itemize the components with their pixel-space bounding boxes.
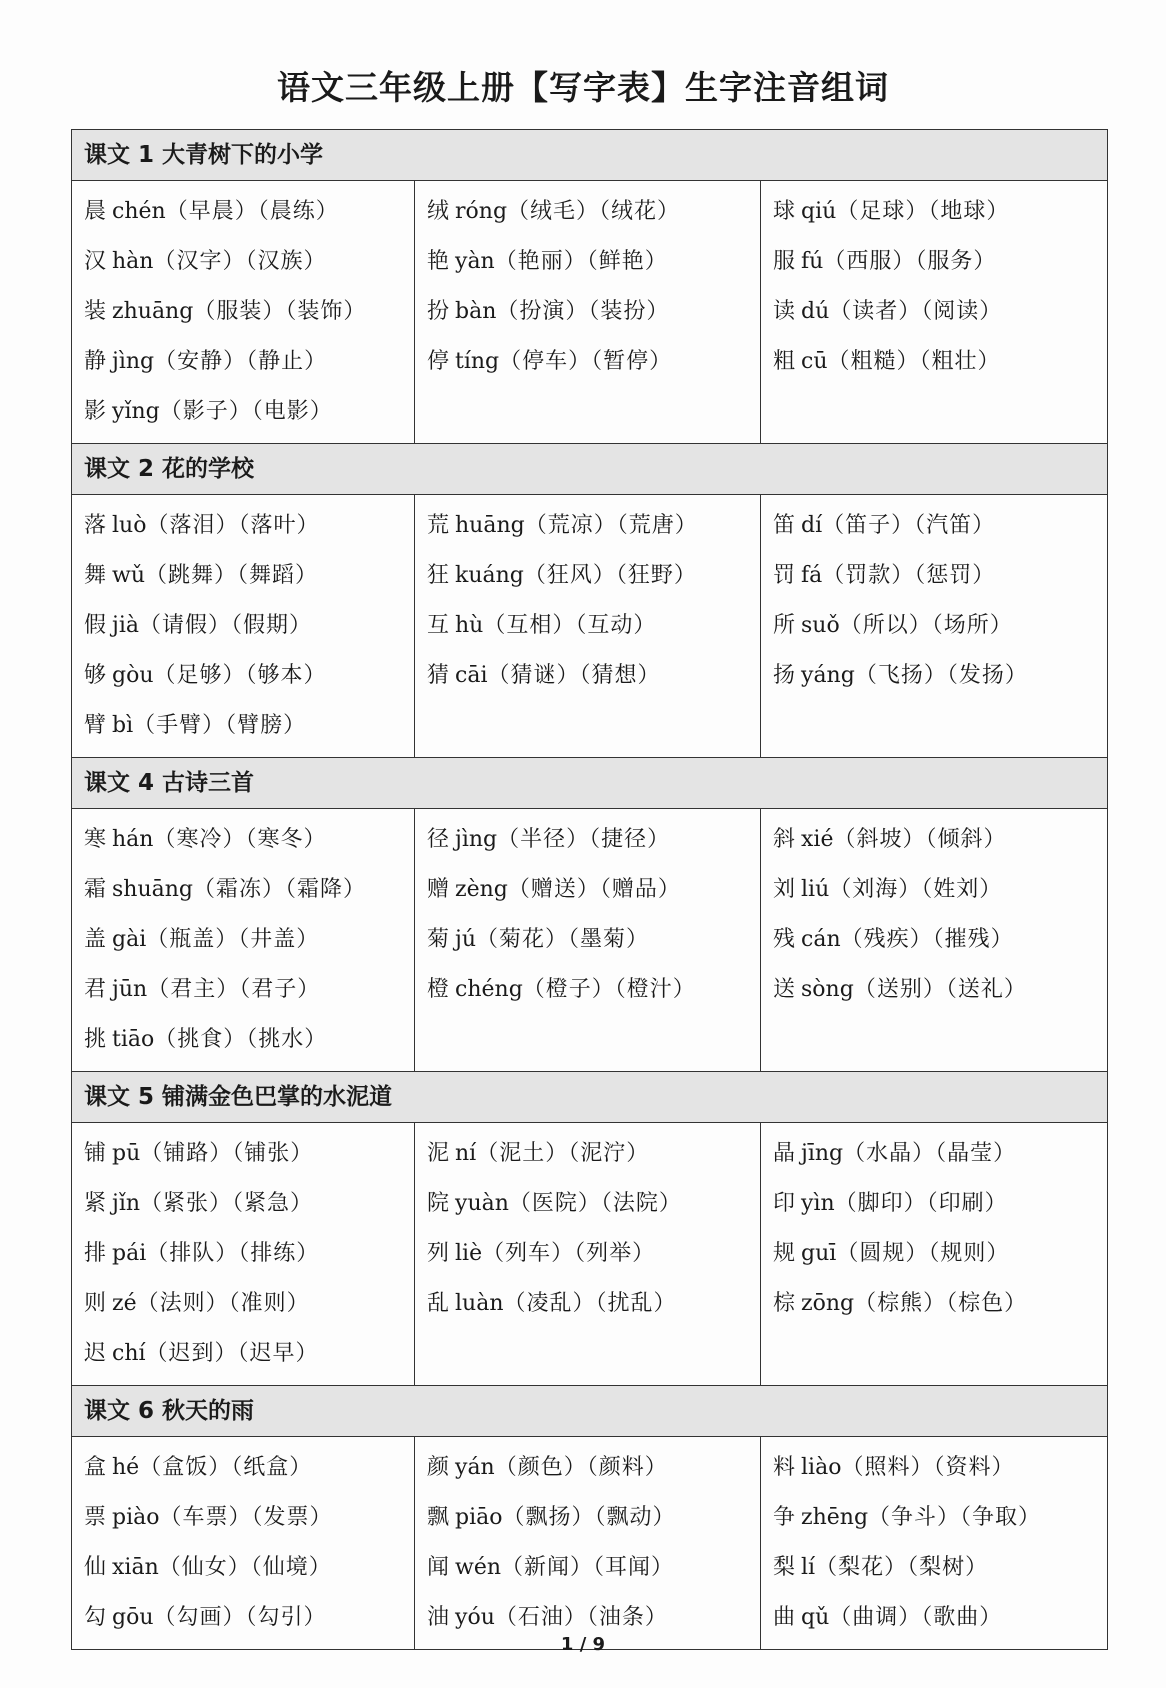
example-words: （石油）（油条） xyxy=(494,1605,668,1630)
word-entry xyxy=(773,337,1107,387)
character: 列 xyxy=(427,1241,450,1266)
word-column xyxy=(72,495,415,757)
character: 晶 xyxy=(773,1141,796,1166)
character: 所 xyxy=(773,613,796,638)
example-words: （盒饭）（纸盒） xyxy=(139,1455,313,1480)
pinyin: yàn xyxy=(455,249,495,274)
word-entry xyxy=(427,337,760,387)
word-column xyxy=(415,181,761,443)
example-words: （颜色）（颜料） xyxy=(494,1455,668,1480)
character: 晨 xyxy=(84,199,107,224)
word-entry xyxy=(427,1279,760,1329)
character: 够 xyxy=(84,663,107,688)
example-words: （瓶盖）（井盖） xyxy=(146,927,320,952)
example-words: （罚款）（惩罚） xyxy=(822,563,996,588)
character: 泥 xyxy=(427,1141,450,1166)
pinyin: dí xyxy=(801,513,823,538)
character: 紧 xyxy=(84,1191,107,1216)
character: 刘 xyxy=(773,877,796,902)
lesson-header: 课文 2 花的学校 xyxy=(72,443,1107,495)
word-entry xyxy=(84,601,414,651)
pinyin: hàn xyxy=(112,249,154,274)
character: 赠 xyxy=(427,877,450,902)
word-entry xyxy=(773,287,1107,337)
word-entry xyxy=(773,237,1107,287)
word-column xyxy=(761,495,1107,757)
character: 狂 xyxy=(427,563,450,588)
word-entry xyxy=(773,1179,1107,1229)
pinyin: zōng xyxy=(801,1291,855,1316)
lesson-section xyxy=(72,1071,1107,1385)
pinyin: liào xyxy=(801,1455,842,1480)
pinyin: yìn xyxy=(801,1191,835,1216)
example-words: （君主）（君子） xyxy=(147,977,321,1002)
character: 闻 xyxy=(427,1555,450,1580)
word-entry xyxy=(427,965,760,1015)
word-entry xyxy=(773,815,1107,865)
word-entry xyxy=(427,1229,760,1279)
character: 规 xyxy=(773,1241,796,1266)
example-words: （圆规）（规则） xyxy=(836,1241,1010,1266)
page-title: 语文三年级上册【写字表】生字注音组词 xyxy=(277,68,889,107)
example-words: （请假）（假期） xyxy=(139,613,313,638)
lesson-body xyxy=(72,1437,1107,1649)
example-words: （曲调）（歌曲） xyxy=(829,1605,1003,1630)
pinyin: gài xyxy=(112,927,147,952)
character: 笛 xyxy=(773,513,796,538)
character: 乱 xyxy=(427,1291,450,1316)
example-words: （脚印）（印刷） xyxy=(834,1191,1008,1216)
word-column xyxy=(415,495,761,757)
word-entry xyxy=(84,651,414,701)
word-entry xyxy=(773,1493,1107,1543)
pinyin: fá xyxy=(801,563,823,588)
example-words: （医院）（法院） xyxy=(508,1191,682,1216)
word-entry xyxy=(427,187,760,237)
pinyin: yán xyxy=(455,1455,495,1480)
word-entry xyxy=(773,501,1107,551)
example-words: （荒凉）（荒唐） xyxy=(524,513,698,538)
character: 送 xyxy=(773,977,796,1002)
page-number: 1 / 9 xyxy=(560,1634,606,1655)
character: 料 xyxy=(773,1455,796,1480)
lesson-header: 课文 6 秋天的雨 xyxy=(72,1385,1107,1437)
character: 荒 xyxy=(427,513,450,538)
word-entry xyxy=(773,601,1107,651)
pinyin: lí xyxy=(801,1555,816,1580)
pinyin: róng xyxy=(455,199,508,224)
example-words: （飞扬）（发扬） xyxy=(854,663,1028,688)
pinyin: yáng xyxy=(801,663,855,688)
pinyin: cū xyxy=(801,349,828,374)
example-words: （寒冷）（寒冬） xyxy=(153,827,327,852)
example-words: （法则）（准则） xyxy=(136,1291,310,1316)
pinyin: jǐn xyxy=(112,1191,141,1216)
pinyin: gōu xyxy=(112,1605,154,1630)
example-words: （刘海）（姓刘） xyxy=(829,877,1003,902)
character: 扮 xyxy=(427,299,450,324)
word-entry xyxy=(427,501,760,551)
example-words: （互相）（互动） xyxy=(483,613,657,638)
word-entry xyxy=(773,1543,1107,1593)
character: 印 xyxy=(773,1191,796,1216)
word-entry xyxy=(773,1229,1107,1279)
character: 读 xyxy=(773,299,796,324)
pinyin: chéng xyxy=(455,977,523,1002)
example-words: （跳舞）（舞蹈） xyxy=(145,563,319,588)
word-column xyxy=(72,1123,415,1385)
example-words: （扮演）（装扮） xyxy=(496,299,670,324)
example-words: （汉字）（汉族） xyxy=(153,249,327,274)
word-entry xyxy=(427,651,760,701)
example-words: （赠送）（赠品） xyxy=(507,877,681,902)
example-words: （绒毛）（绒花） xyxy=(507,199,681,224)
word-entry xyxy=(84,915,414,965)
example-words: （棕熊）（棕色） xyxy=(854,1291,1028,1316)
pinyin: jìng xyxy=(455,827,498,852)
example-words: （梨花）（梨树） xyxy=(815,1555,989,1580)
example-words: （影子）（电影） xyxy=(159,399,333,424)
example-words: （照料）（资料） xyxy=(841,1455,1015,1480)
character: 君 xyxy=(84,977,107,1002)
pinyin: tíng xyxy=(455,349,500,374)
character: 停 xyxy=(427,349,450,374)
word-entry xyxy=(427,237,760,287)
pinyin: hé xyxy=(112,1455,140,1480)
lesson-body xyxy=(72,495,1107,757)
example-words: （飘扬）（飘动） xyxy=(502,1505,676,1530)
pinyin: tiāo xyxy=(112,1027,155,1052)
example-words: （泥土）（泥泞） xyxy=(476,1141,650,1166)
example-words: （狂风）（狂野） xyxy=(523,563,697,588)
pinyin: kuáng xyxy=(455,563,524,588)
example-words: （仙女）（仙境） xyxy=(158,1555,332,1580)
example-words: （车票）（发票） xyxy=(159,1505,333,1530)
lesson-body xyxy=(72,181,1107,443)
word-entry xyxy=(773,915,1107,965)
word-entry xyxy=(427,1493,760,1543)
lesson-header: 课文 4 古诗三首 xyxy=(72,757,1107,809)
pinyin: piāo xyxy=(455,1505,503,1530)
word-entry xyxy=(84,501,414,551)
example-words: （霜冻）（霜降） xyxy=(193,877,367,902)
example-words: （列车）（列举） xyxy=(482,1241,656,1266)
example-words: （勾画）（勾引） xyxy=(153,1605,327,1630)
character: 争 xyxy=(773,1505,796,1530)
word-entry xyxy=(84,1443,414,1493)
character: 猜 xyxy=(427,663,450,688)
pinyin: gòu xyxy=(112,663,154,688)
word-entry xyxy=(84,1543,414,1593)
character: 排 xyxy=(84,1241,107,1266)
character: 霜 xyxy=(84,877,107,902)
lesson-header: 课文 1 大青树下的小学 xyxy=(72,130,1107,181)
pinyin: suǒ xyxy=(801,613,840,638)
pinyin: jīng xyxy=(801,1141,844,1166)
character: 盒 xyxy=(84,1455,107,1480)
word-entry xyxy=(84,701,414,751)
character: 迟 xyxy=(84,1341,107,1366)
example-words: （排队）（排练） xyxy=(146,1241,320,1266)
character: 票 xyxy=(84,1505,107,1530)
character: 汉 xyxy=(84,249,107,274)
word-entry xyxy=(84,1229,414,1279)
example-words: （紧张）（紧急） xyxy=(140,1191,314,1216)
lesson-body xyxy=(72,1123,1107,1385)
word-entry xyxy=(84,187,414,237)
pinyin: jià xyxy=(112,613,139,638)
example-words: （读者）（阅读） xyxy=(829,299,1003,324)
character: 曲 xyxy=(773,1605,796,1630)
pinyin: liè xyxy=(455,1241,483,1266)
pinyin: yóu xyxy=(455,1605,495,1630)
lesson-section xyxy=(72,443,1107,757)
pinyin: hán xyxy=(112,827,154,852)
pinyin: bì xyxy=(112,713,134,738)
character: 勾 xyxy=(84,1605,107,1630)
example-words: （艳丽）（鲜艳） xyxy=(494,249,668,274)
pinyin: bàn xyxy=(455,299,497,324)
pinyin: chí xyxy=(112,1341,146,1366)
pinyin: chén xyxy=(112,199,166,224)
word-entry xyxy=(84,237,414,287)
lesson-section xyxy=(72,757,1107,1071)
example-words: （挑食）（挑水） xyxy=(154,1027,328,1052)
pinyin: jú xyxy=(455,927,477,952)
pinyin: qiú xyxy=(801,199,837,224)
word-entry xyxy=(773,651,1107,701)
character: 飘 xyxy=(427,1505,450,1530)
example-words: （手臂）（臂膀） xyxy=(133,713,307,738)
example-words: （足球）（地球） xyxy=(836,199,1010,224)
example-words: （早晨）（晨练） xyxy=(165,199,339,224)
word-entry xyxy=(427,1179,760,1229)
word-entry xyxy=(84,551,414,601)
character: 铺 xyxy=(84,1141,107,1166)
character: 艳 xyxy=(427,249,450,274)
word-entry xyxy=(84,1179,414,1229)
lesson-body xyxy=(72,809,1107,1071)
pinyin: xié xyxy=(801,827,834,852)
word-entry xyxy=(773,865,1107,915)
character: 挑 xyxy=(84,1027,107,1052)
word-entry xyxy=(773,551,1107,601)
example-words: （服装）（装饰） xyxy=(193,299,367,324)
example-words: （停车）（暂停） xyxy=(499,349,673,374)
example-words: （凌乱）（扰乱） xyxy=(503,1291,677,1316)
lesson-section xyxy=(72,1385,1107,1649)
word-column xyxy=(72,1437,415,1649)
pinyin: dú xyxy=(801,299,830,324)
character: 罚 xyxy=(773,563,796,588)
word-column xyxy=(415,809,761,1071)
lesson-header: 课文 5 铺满金色巴掌的水泥道 xyxy=(72,1071,1107,1123)
pinyin: fú xyxy=(801,249,824,274)
character: 扬 xyxy=(773,663,796,688)
example-words: （笛子）（汽笛） xyxy=(822,513,996,538)
word-entry xyxy=(84,1015,414,1065)
character: 互 xyxy=(427,613,450,638)
character: 斜 xyxy=(773,827,796,852)
pinyin: piào xyxy=(112,1505,160,1530)
example-words: （安静）（静止） xyxy=(154,349,328,374)
pinyin: qǔ xyxy=(801,1605,830,1630)
character: 装 xyxy=(84,299,107,324)
pinyin: wǔ xyxy=(112,563,146,588)
pinyin: jūn xyxy=(112,977,148,1002)
character: 则 xyxy=(84,1291,107,1316)
character: 菊 xyxy=(427,927,450,952)
character: 粗 xyxy=(773,349,796,374)
example-words: （落泪）（落叶） xyxy=(146,513,320,538)
example-words: （铺路）（铺张） xyxy=(140,1141,314,1166)
word-entry xyxy=(427,1129,760,1179)
pinyin: huāng xyxy=(455,513,525,538)
example-words: （迟到）（迟早） xyxy=(145,1341,319,1366)
character: 径 xyxy=(427,827,450,852)
word-entry xyxy=(773,1279,1107,1329)
word-entry xyxy=(84,865,414,915)
character: 橙 xyxy=(427,977,450,1002)
example-words: （西服）（服务） xyxy=(823,249,997,274)
pinyin: luò xyxy=(112,513,147,538)
pinyin: wén xyxy=(455,1555,502,1580)
word-entry xyxy=(84,815,414,865)
pinyin: pū xyxy=(112,1141,141,1166)
vocab-table xyxy=(71,129,1108,1650)
word-entry xyxy=(773,1443,1107,1493)
character: 臂 xyxy=(84,713,107,738)
word-entry xyxy=(427,1443,760,1493)
example-words: （争斗）（争取） xyxy=(868,1505,1042,1530)
example-words: （所以）（场所） xyxy=(839,613,1013,638)
pinyin: zé xyxy=(112,1291,137,1316)
word-column xyxy=(415,1437,761,1649)
example-words: （菊花）（墨菊） xyxy=(476,927,650,952)
example-words: （新闻）（耳闻） xyxy=(501,1555,675,1580)
word-entry xyxy=(427,551,760,601)
word-column xyxy=(761,809,1107,1071)
example-words: （足够）（够本） xyxy=(153,663,327,688)
word-entry xyxy=(427,915,760,965)
pinyin: sòng xyxy=(801,977,854,1002)
word-column xyxy=(761,181,1107,443)
word-column xyxy=(761,1123,1107,1385)
word-entry xyxy=(427,287,760,337)
word-column xyxy=(761,1437,1107,1649)
word-entry xyxy=(84,287,414,337)
character: 服 xyxy=(773,249,796,274)
lesson-section xyxy=(72,130,1107,443)
character: 舞 xyxy=(84,563,107,588)
character: 油 xyxy=(427,1605,450,1630)
character: 落 xyxy=(84,513,107,538)
character: 残 xyxy=(773,927,796,952)
pinyin: xiān xyxy=(112,1555,159,1580)
character: 仙 xyxy=(84,1555,107,1580)
example-words: （残疾）（摧残） xyxy=(840,927,1014,952)
character: 影 xyxy=(84,399,107,424)
character: 颜 xyxy=(427,1455,450,1480)
pinyin: ní xyxy=(455,1141,477,1166)
word-entry xyxy=(84,337,414,387)
pinyin: liú xyxy=(801,877,830,902)
pinyin: zhuāng xyxy=(112,299,194,324)
word-entry xyxy=(427,815,760,865)
pinyin: pái xyxy=(112,1241,147,1266)
pinyin: guī xyxy=(801,1241,837,1266)
character: 院 xyxy=(427,1191,450,1216)
character: 梨 xyxy=(773,1555,796,1580)
word-entry xyxy=(84,1279,414,1329)
word-column xyxy=(415,1123,761,1385)
pinyin: zèng xyxy=(455,877,508,902)
word-entry xyxy=(84,1493,414,1543)
character: 球 xyxy=(773,199,796,224)
word-entry xyxy=(84,387,414,437)
example-words: （粗糙）（粗壮） xyxy=(827,349,1001,374)
character: 假 xyxy=(84,613,107,638)
pinyin: zhēng xyxy=(801,1505,869,1530)
example-words: （橙子）（橙汁） xyxy=(522,977,696,1002)
word-entry xyxy=(773,187,1107,237)
word-entry xyxy=(773,965,1107,1015)
pinyin: cāi xyxy=(455,663,488,688)
example-words: （猜谜）（猜想） xyxy=(487,663,661,688)
character: 棕 xyxy=(773,1291,796,1316)
character: 盖 xyxy=(84,927,107,952)
example-words: （水晶）（晶莹） xyxy=(843,1141,1017,1166)
pinyin: hù xyxy=(455,613,484,638)
pinyin: yǐng xyxy=(112,399,160,424)
example-words: （斜坡）（倾斜） xyxy=(833,827,1007,852)
word-entry xyxy=(84,1329,414,1379)
pinyin: jìng xyxy=(112,349,155,374)
character: 寒 xyxy=(84,827,107,852)
word-entry xyxy=(427,601,760,651)
pinyin: cán xyxy=(801,927,841,952)
word-column xyxy=(72,809,415,1071)
pinyin: luàn xyxy=(455,1291,504,1316)
word-entry xyxy=(773,1129,1107,1179)
word-entry xyxy=(427,1543,760,1593)
word-entry xyxy=(84,965,414,1015)
word-entry xyxy=(427,865,760,915)
word-entry xyxy=(84,1129,414,1179)
example-words: （送别）（送礼） xyxy=(853,977,1027,1002)
character: 绒 xyxy=(427,199,450,224)
pinyin: shuāng xyxy=(112,877,194,902)
pinyin: yuàn xyxy=(455,1191,509,1216)
word-column xyxy=(72,181,415,443)
character: 静 xyxy=(84,349,107,374)
example-words: （半径）（捷径） xyxy=(497,827,671,852)
